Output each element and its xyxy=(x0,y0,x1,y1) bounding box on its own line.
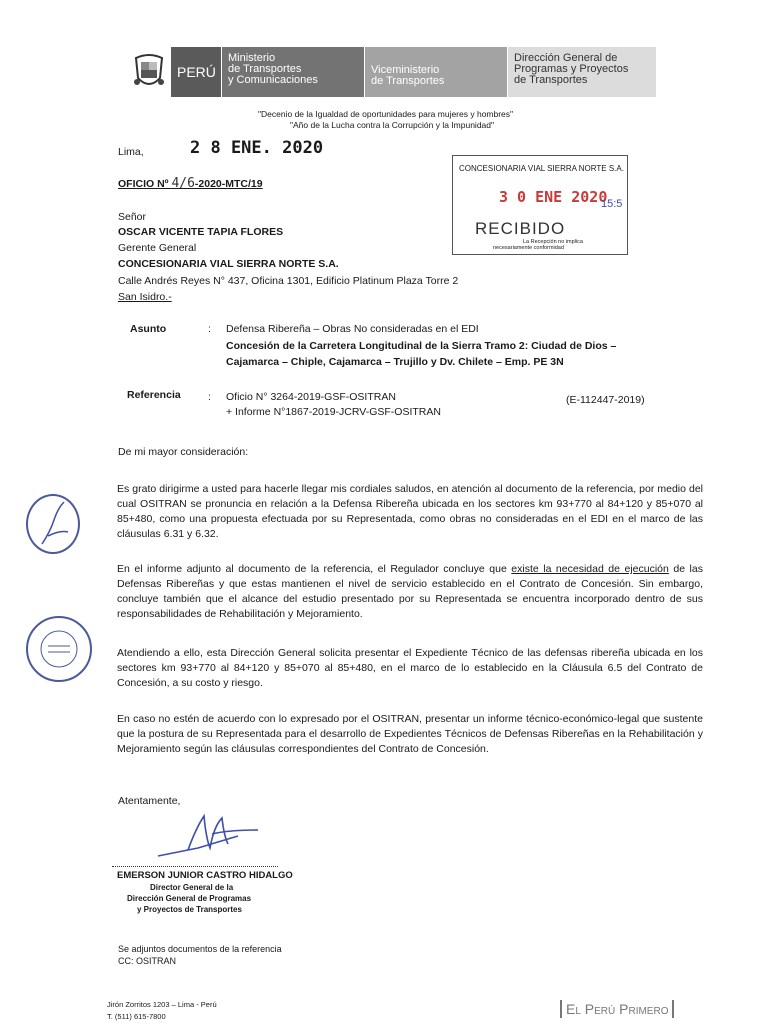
signer-title-2: Dirección General de Programas xyxy=(127,894,252,903)
attachments: Se adjuntos documentos de la referencia xyxy=(118,944,282,954)
received-stamp xyxy=(452,155,628,255)
salutation: Señor xyxy=(118,211,147,223)
referencia-line-2: + Informe N°1867-2019-JCRV-GSF-OSITRAN xyxy=(226,406,441,418)
closing: Atentamente, xyxy=(118,795,181,807)
direction-label: Dirección General de Programas y Proyectos de Transportes xyxy=(508,47,656,97)
paragraph-3: Atendiendo a ello, esta Dirección General solicita presentar el Expediente Técnico de las defensas ribereña ubicada en los sectores km 93+770 al 84+120 y 85+070 al 85+480, en el marco de lo establecido en la Cláusula 6.5 del Contrato de Concesión, a su costo y riesgo. xyxy=(117,647,703,689)
referencia-code: (E-112447-2019) xyxy=(566,394,645,406)
recipient-company: CONCESIONARIA VIAL SIERRA NORTE S.A. xyxy=(118,258,339,270)
footer-phone: T. (511) 615-7800 xyxy=(107,1012,166,1021)
signature-icon xyxy=(148,808,268,864)
underlined-phrase: existe la necesidad de ejecución xyxy=(511,563,669,575)
asunto-line-2: Concesión de la Carretera Longitudinal de la Sierra Tramo 2: Ciudad de Dios – xyxy=(226,340,617,352)
date-stamp: 2 8 ENE. 2020 xyxy=(190,138,324,158)
signer-title-3: y Proyectos de Transportes xyxy=(137,905,242,914)
paragraph-1: Es grato dirigirme a usted para hacerle llegar mis cordiales saludos, en atención al documento de la referencia, por medio del cual OSITRAN se pronuncia en relación a la Defensa Ribereña ubicada en los sectores km 93+770 al 84+120 y 85+070 al 85+480, como una propuesta efectuada por su Representada, como obras no consideradas en el EDI en el marco de las cláusulas 6.31 y 6.32. xyxy=(117,483,703,540)
footer-address: Jirón Zorritos 1203 – Lima - Perú xyxy=(107,1000,217,1009)
side-seal-1 xyxy=(26,494,80,554)
signer-title-1: Director General de la xyxy=(150,883,234,892)
asunto-colon: : xyxy=(208,323,211,335)
referencia-colon: : xyxy=(208,391,211,403)
oficio-number: OFICIO Nº 4/6-2020-MTC/19 xyxy=(118,176,263,191)
decenio-line-2: "Año de la Lucha contra la Corrupción y la Impunidad" xyxy=(290,120,495,130)
stamp-received: RECIBIDO xyxy=(475,219,566,238)
footer-slogan: El Perú Primero xyxy=(560,1000,674,1018)
referencia-line-1: Oficio N° 3264-2019-GSF-OSITRAN xyxy=(226,391,396,403)
recipient-name: OSCAR VICENTE TAPIA FLORES xyxy=(118,226,284,238)
paragraph-4: En caso no estén de acuerdo con lo expresado por el OSITRAN, presentar un informe técnico-económico-legal que sustente que la postura de su Representada para el desarrollo de Expedientes Técnicos de Defensas Ribereñas en la Rehabilitación y Mejoramiento según las cláusulas correspondientes del Contrato de Concesión. xyxy=(117,713,703,755)
peru-label: PERÚ xyxy=(171,47,221,97)
ministry-label: Ministerio de Transportes y Comunicaciones xyxy=(222,47,364,97)
place: Lima, xyxy=(118,146,144,158)
signature-line xyxy=(112,866,278,867)
cc: CC: OSITRAN xyxy=(118,956,177,966)
recipient-role: Gerente General xyxy=(118,242,197,254)
decenio-line-1: "Decenio de la Igualdad de oportunidades para mujeres y hombres" xyxy=(258,109,514,119)
asunto-line-3: Cajamarca – Chiple, Cajamarca – Trujillo y Dv. Chilete – Emp. PE 3N xyxy=(226,356,564,368)
recipient-address: Calle Andrés Reyes N° 437, Oficina 1301, Edificio Platinum Plaza Torre 2 xyxy=(118,275,459,287)
referencia-label: Referencia xyxy=(127,389,181,401)
greeting: De mi mayor consideración: xyxy=(118,446,249,458)
recipient-city: San Isidro.- xyxy=(118,291,172,303)
coat-of-arms-icon xyxy=(132,52,166,92)
viceministry-label: Viceministerio de Transportes xyxy=(365,47,507,97)
stamp-note-2: necesariamente conformidad xyxy=(493,245,564,251)
paragraph-2: En el informe adjunto al documento de la referencia, el Regulador concluye que existe la necesidad de ejecución de las Defensas Ribereñas y que estas mantienen el nivel de servicio establecido en el Contrato de Concesión. Sin embargo, concluye también que el alcance del estudio presentado por su Representada se encuentra incorporado dentro de sus responsabilidades de Rehabilitación y Mejoramiento. xyxy=(117,563,703,620)
asunto-label: Asunto xyxy=(130,323,167,335)
asunto-line-1: Defensa Ribereña – Obras No consideradas en el EDI xyxy=(226,323,479,335)
stamp-time: 15:5 xyxy=(601,198,623,210)
stamp-note-1: La Recepción no implica xyxy=(523,239,583,245)
stamp-date: 3 0 ENE 2020 xyxy=(499,188,608,206)
stamp-company: CONCESIONARIA VIAL SIERRA NORTE S.A. xyxy=(459,164,624,173)
side-seal-2 xyxy=(26,616,92,682)
signer-name: EMERSON JUNIOR CASTRO HIDALGO xyxy=(117,870,293,881)
